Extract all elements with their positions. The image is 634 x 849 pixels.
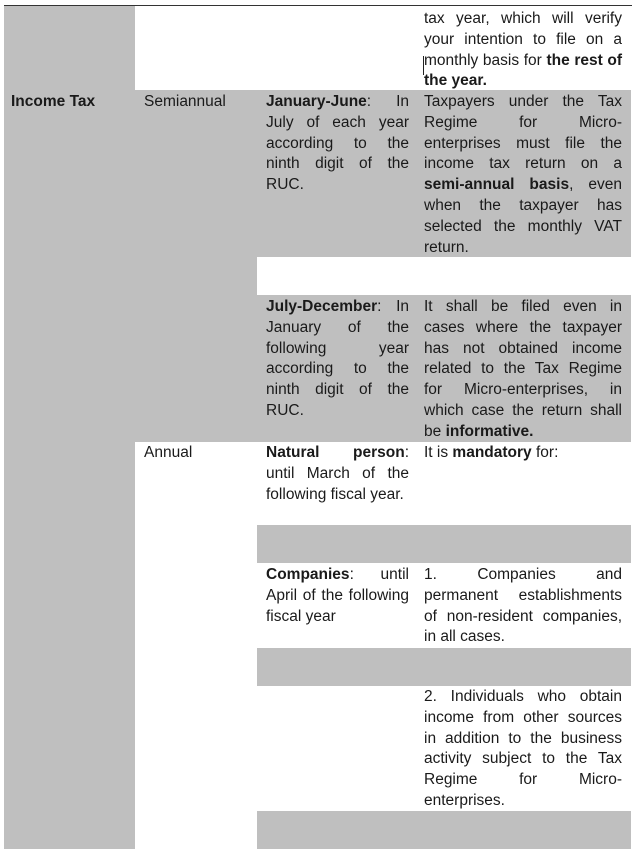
- note-text: 2. Individuals who obtain income from other sources in addition to the business activity subject to the Tax Regime for Micro-enterprises.: [424, 688, 622, 809]
- period-label: January-June: [266, 93, 367, 110]
- note-bold: informative.: [445, 422, 534, 440]
- period-deadline: : In July of each year according to the ninth digit of the RUC.: [266, 93, 409, 194]
- note-bold: mandatory: [452, 444, 532, 461]
- deadline-text: : until March of the following fiscal year.: [266, 444, 409, 503]
- period-deadline: : In January of the following year according to the ninth digit of the RUC.: [266, 298, 409, 419]
- deadline-companies: [266, 565, 409, 627]
- deadline-label: Natural person: [266, 444, 405, 461]
- frequency-annual: Annual: [144, 444, 193, 461]
- tax-name-column-bg: [4, 6, 135, 849]
- deadline-natural-person: [266, 443, 409, 505]
- note-bold: semi-annual basis: [424, 176, 570, 194]
- top-continuation-bold: the rest of the year.: [424, 51, 623, 90]
- period-label: July-December: [266, 298, 378, 315]
- period-january-june: [266, 92, 409, 196]
- semiannual-spacer-row: [257, 257, 631, 295]
- top-continuation-text: tax year, which will verify your intention to file on a monthly basis: [424, 10, 622, 69]
- semiannual-frequency-cell: [144, 92, 254, 113]
- annual-spacer-row-2: [257, 648, 631, 686]
- note-semiannual-2: It shall be filed even in cases where the taxpayer has not obtained income related to the Tax Regime for Micro-enterprises, in which case the return shall be informative.: [424, 298, 622, 440]
- top-continuation-cell: tax year, which will verify your intention to file on a monthly basis for the rest of the year.: [424, 10, 623, 90]
- annual-spacer-row-1: [257, 525, 631, 563]
- period-july-december: [266, 297, 409, 422]
- note-mandatory: It is mandatory for:: [424, 444, 559, 461]
- deadline-label: Companies: [266, 566, 350, 583]
- note-semiannual-1: Taxpayers under the Tax Regime for Micro-enterprises must file the income tax return on a semi-annual basis, even when the taxpayer has selected the monthly VAT return.: [424, 93, 622, 256]
- annual-frequency-cell: [144, 443, 254, 464]
- note-individuals: [424, 687, 622, 812]
- tax-name-cell: [11, 92, 133, 113]
- annual-spacer-row-3: [257, 811, 631, 849]
- frequency-semiannual: Semiannual: [144, 93, 226, 110]
- deadline-text: : until April of the following fiscal year: [266, 566, 409, 625]
- text-cursor: [423, 56, 424, 75]
- note-text: 1. Companies and permanent establishments of non-resident companies, in all cases.: [424, 566, 622, 646]
- tax-name: Income Tax: [11, 93, 96, 110]
- note-companies: [424, 565, 622, 648]
